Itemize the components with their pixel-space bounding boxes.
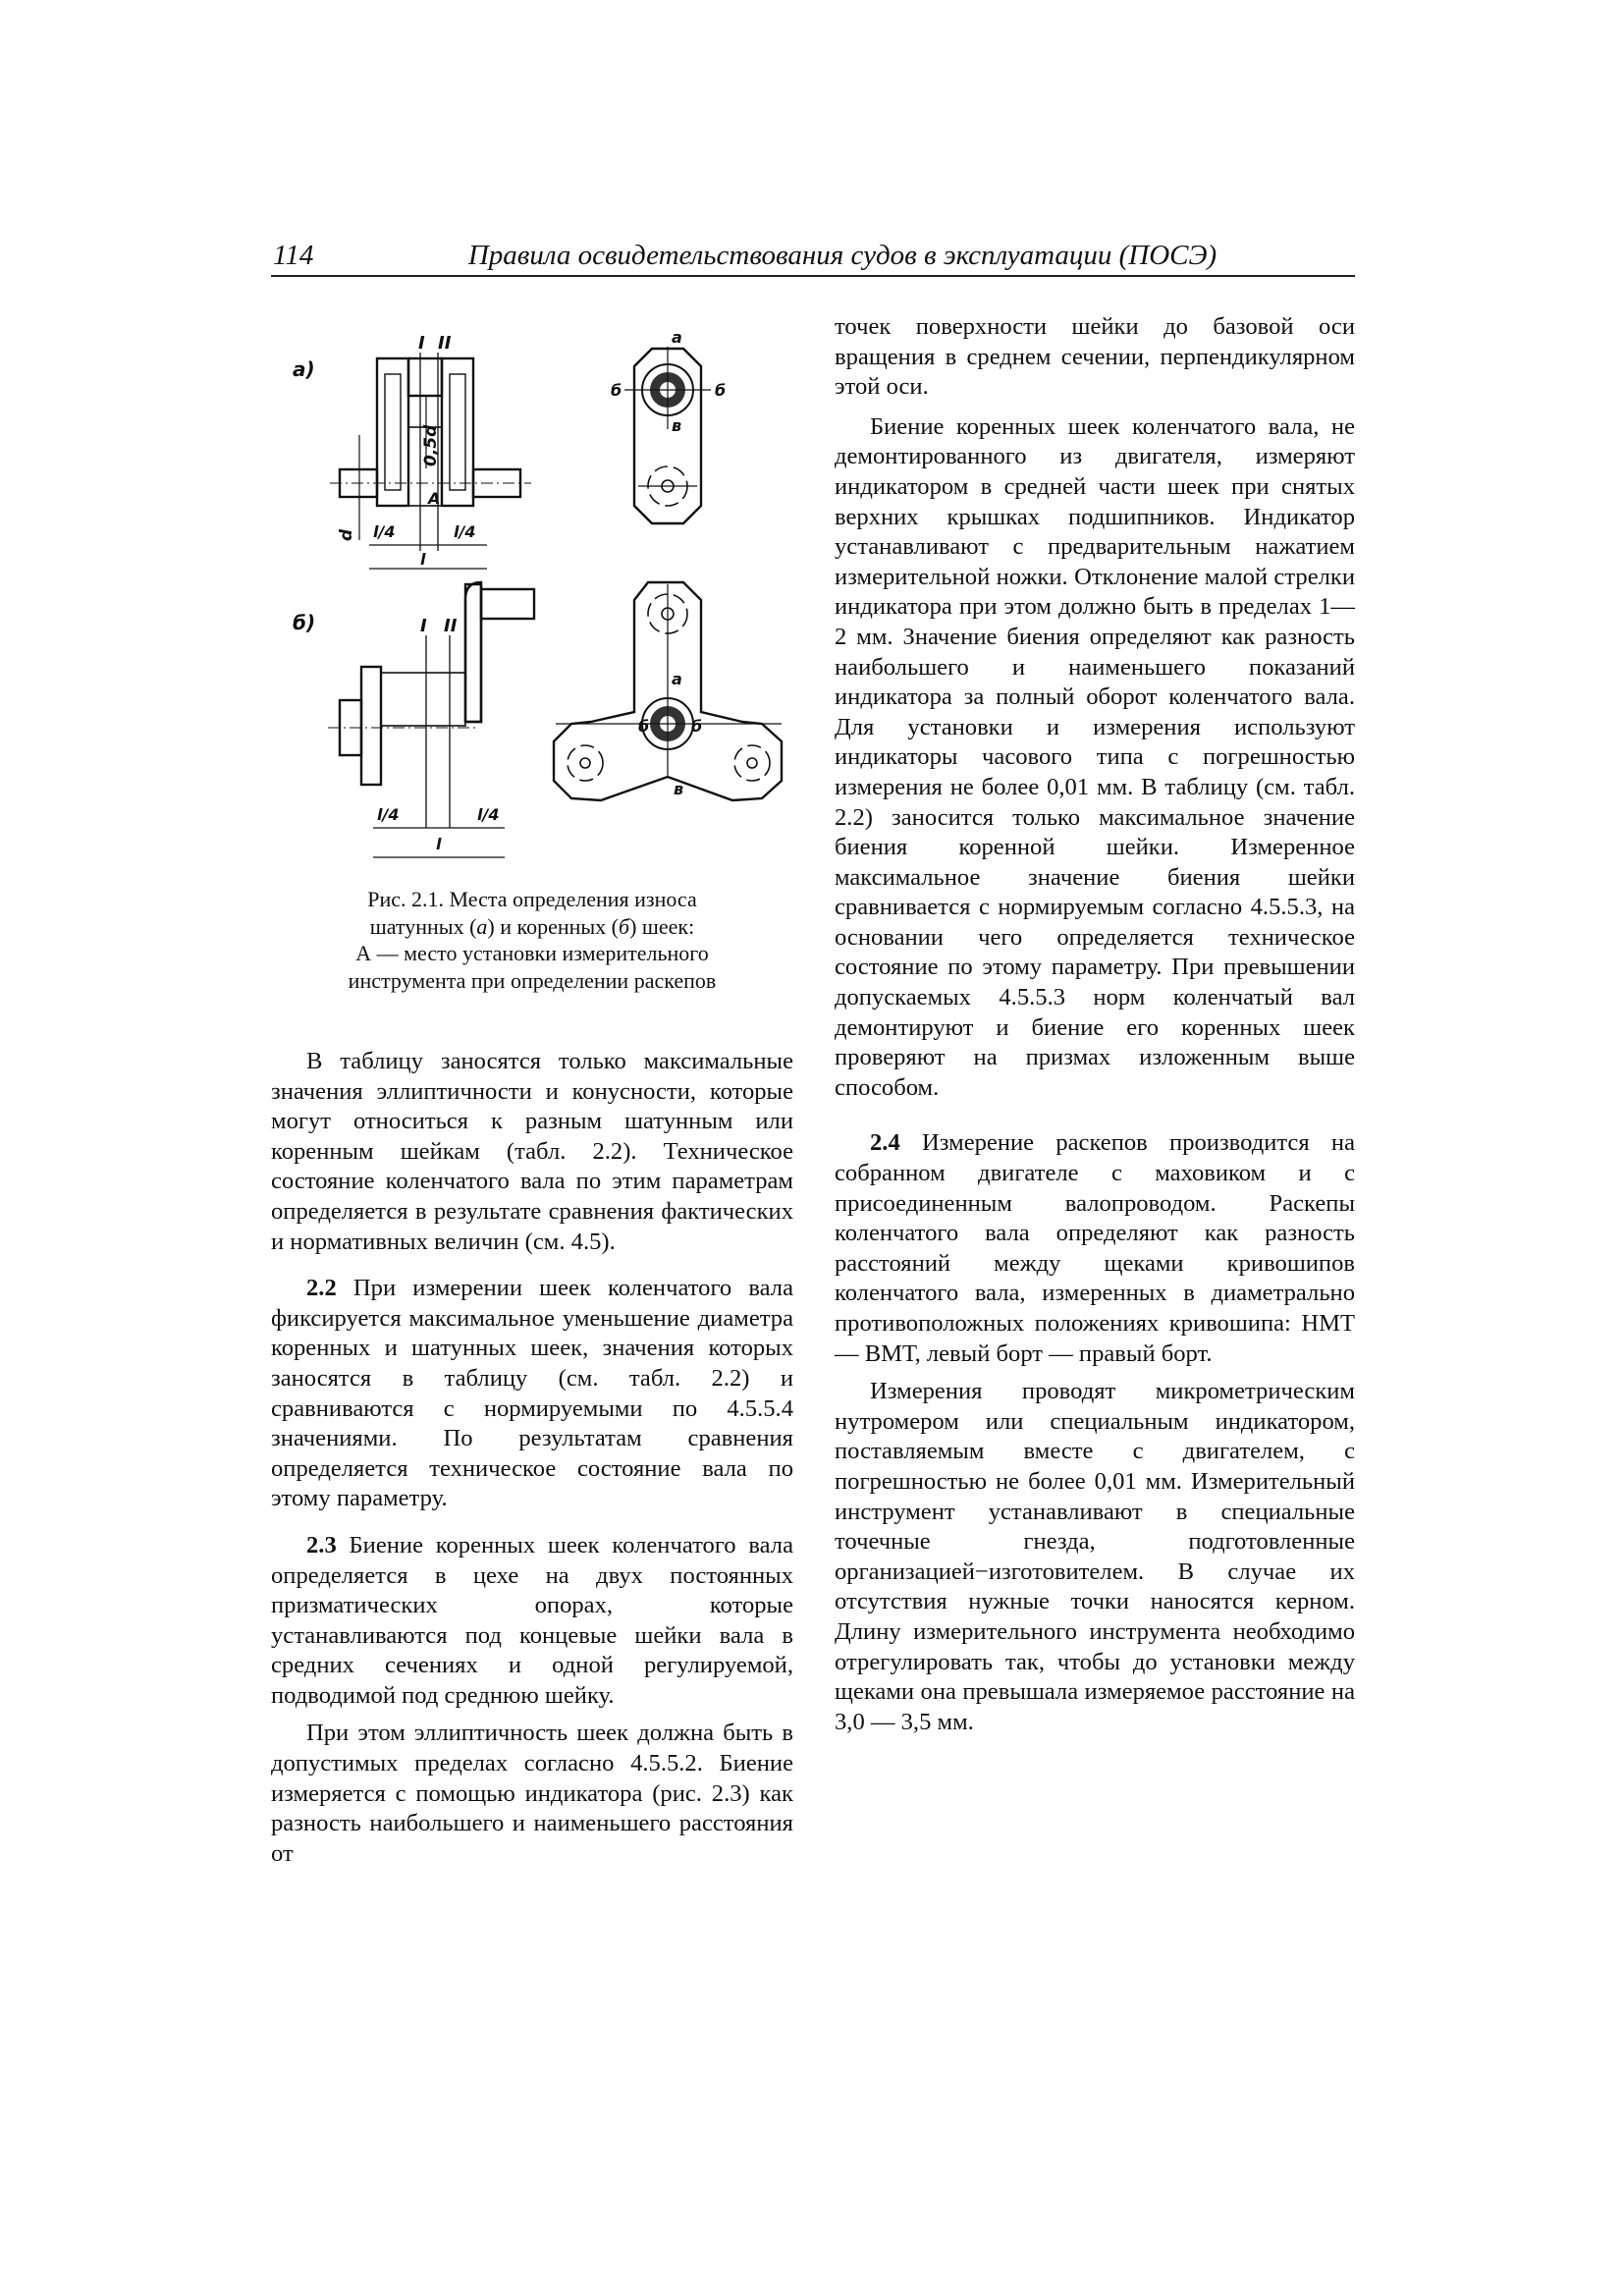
quarter-right-label-b: l/4 bbox=[477, 805, 500, 824]
caption-line-4: инструмента при определении раскепов bbox=[348, 967, 717, 993]
length-l-label: l bbox=[420, 550, 426, 569]
panel-b-label: б) bbox=[293, 611, 316, 634]
section-ii-label: II bbox=[438, 333, 452, 354]
left-paragraph-3: 2.3 Биение коренных шеек коленчатого вала определяется в цехе на двух постоянных призматических опорах, которые устанавливаются под концевые шейки вала в средних сечениях и одной регулируемой, подводимой под среднюю шейку. bbox=[271, 1531, 793, 1709]
right-paragraph-4: Измерения проводят микрометрическим нутромером или специальным индикатором, поставляемым вместе с двигателем, с погрешностью не более 0,01 мм. Измерительный инструмент устанавливают в специальные точечные гнезда, подготовленные организацией−изготовителем. В случае их отсутствия нужные точки наносятся керном. Длину измерительного инструмента необходимо отрегулировать так, чтобы до установки между щеками она превышала измеряемое расстояние на 3,0 — 3,5 мм. bbox=[835, 1378, 1355, 1735]
quarter-right-label: l/4 bbox=[454, 522, 476, 541]
left-paragraph-1: В таблицу заносятся только максимальные значения эллиптичности и конусности, которые могут относиться к разным шатунным или коренным шейкам (табл. 2.2). Техническое состояние коленчатого вала по этим параметрам определяется в результате сравнения фактических и нормативных величин (см. 4.5). bbox=[271, 1048, 793, 1255]
three-throw-v-mark: в bbox=[674, 780, 684, 798]
end-view-v-mark: в bbox=[672, 416, 682, 435]
dimension-d: d bbox=[337, 528, 356, 541]
caption-line-1: Рис. 2.1. Места определения износа bbox=[367, 887, 697, 911]
caption-line-3: А — место установки измерительного bbox=[355, 941, 709, 965]
section-number-2-2: 2.2 bbox=[306, 1275, 337, 1302]
right-column-text bbox=[835, 312, 1355, 1737]
figure-caption bbox=[271, 886, 793, 994]
page-number: 114 bbox=[273, 240, 314, 271]
section-number-2-4: 2.4 bbox=[870, 1129, 900, 1157]
end-view-a-mark: а bbox=[672, 328, 682, 347]
end-view-b-mark-left: б bbox=[611, 381, 622, 400]
running-title: Правила освидетельствования судов в эксплуатации (ПОСЭ) bbox=[467, 240, 1217, 271]
section-i-label: I bbox=[418, 333, 425, 354]
length-l-label-b: l bbox=[436, 835, 442, 853]
running-header bbox=[271, 238, 1355, 277]
section-number-2-3: 2.3 bbox=[306, 1531, 337, 1558]
panel-a-label: а) bbox=[293, 357, 315, 381]
right-paragraph-3: 2.4 Измерение раскепов производится на собранном двигателе с маховиком и с присоединенным валопроводом. Раскепы коленчатого вала определяют как разность расстояний между щеками кривошипов коленчатого вала, измеренных в диаметрально противоположных положениях кривошипа: НМТ — ВМТ, левый борт — правый борт. bbox=[835, 1129, 1355, 1367]
figure-2-1 bbox=[271, 319, 793, 884]
point-a-label: A bbox=[428, 489, 441, 508]
right-paragraph-1: точек поверхности шейки до базовой оси вращения в среднем сечении, перпендикулярном этой оси. bbox=[835, 313, 1355, 401]
end-view-b-mark-right: б bbox=[715, 381, 727, 400]
left-column-text bbox=[271, 1047, 793, 1869]
quarter-left-label-b: l/4 bbox=[377, 805, 400, 824]
three-throw-b-mark-left: б bbox=[638, 717, 650, 736]
section-ii-label-b: II bbox=[444, 616, 458, 636]
three-throw-b-mark-right: б bbox=[691, 717, 703, 736]
caption-line-2: шатунных (а) и коренных (б) шеек: bbox=[369, 913, 695, 939]
dimension-05d: 0,5d bbox=[421, 424, 441, 466]
left-paragraph-4: При этом эллиптичность шеек должна быть в допустимых пределах согласно 4.5.5.2. Биение измеряется с помощью индикатора (рис. 2.3) как разность наибольшего и наименьшего расстояния от bbox=[271, 1720, 793, 1867]
left-paragraph-2: 2.2 При измерении шеек коленчатого вала фиксируется максимальное уменьшение диаметра коренных и шатунных шеек, значения которых заносятся в таблицу (см. табл. 2.2) и сравниваются с нормируемыми по 4.5.5.4 значениями. По результатам сравнения определяется техническое состояние вала по этому параметру. bbox=[271, 1275, 793, 1512]
quarter-left-label: l/4 bbox=[373, 522, 396, 541]
three-throw-a-mark: а bbox=[672, 670, 682, 688]
right-paragraph-2: Биение коренных шеек коленчатого вала, не демонтированного из двигателя, измеряют индикатором в средней части шеек при снятых верхних крышках подшипников. Индикатор устанавливают с предварительным нажатием измерительной ножки. Отклонение малой стрелки индикатора при этом должно быть в пределах 1—2 мм. Значение биения определяют как разность наибольшего и наименьшего показаний индикатора за полный оборот коленчатого вала. Для установки и измерения используют индикаторы часового типа с погрешностью измерения не более 0,01 мм. В таблицу (см. табл. 2.2) заносится только максимальное значение биения коренной шейки. Измеренное максимальное значение биения шейки сравнивается с нормируемым согласно 4.5.5.3, на основании чего определяется техническое состояние по этому параметру. При превышении допускаемых 4.5.5.3 норм коленчатый вал демонтируют и биение его коренных шеек проверяют на призмах изложенным выше способом. bbox=[835, 412, 1355, 1101]
section-i-label-b: I bbox=[420, 616, 427, 636]
crankshaft-diagram bbox=[271, 319, 793, 884]
